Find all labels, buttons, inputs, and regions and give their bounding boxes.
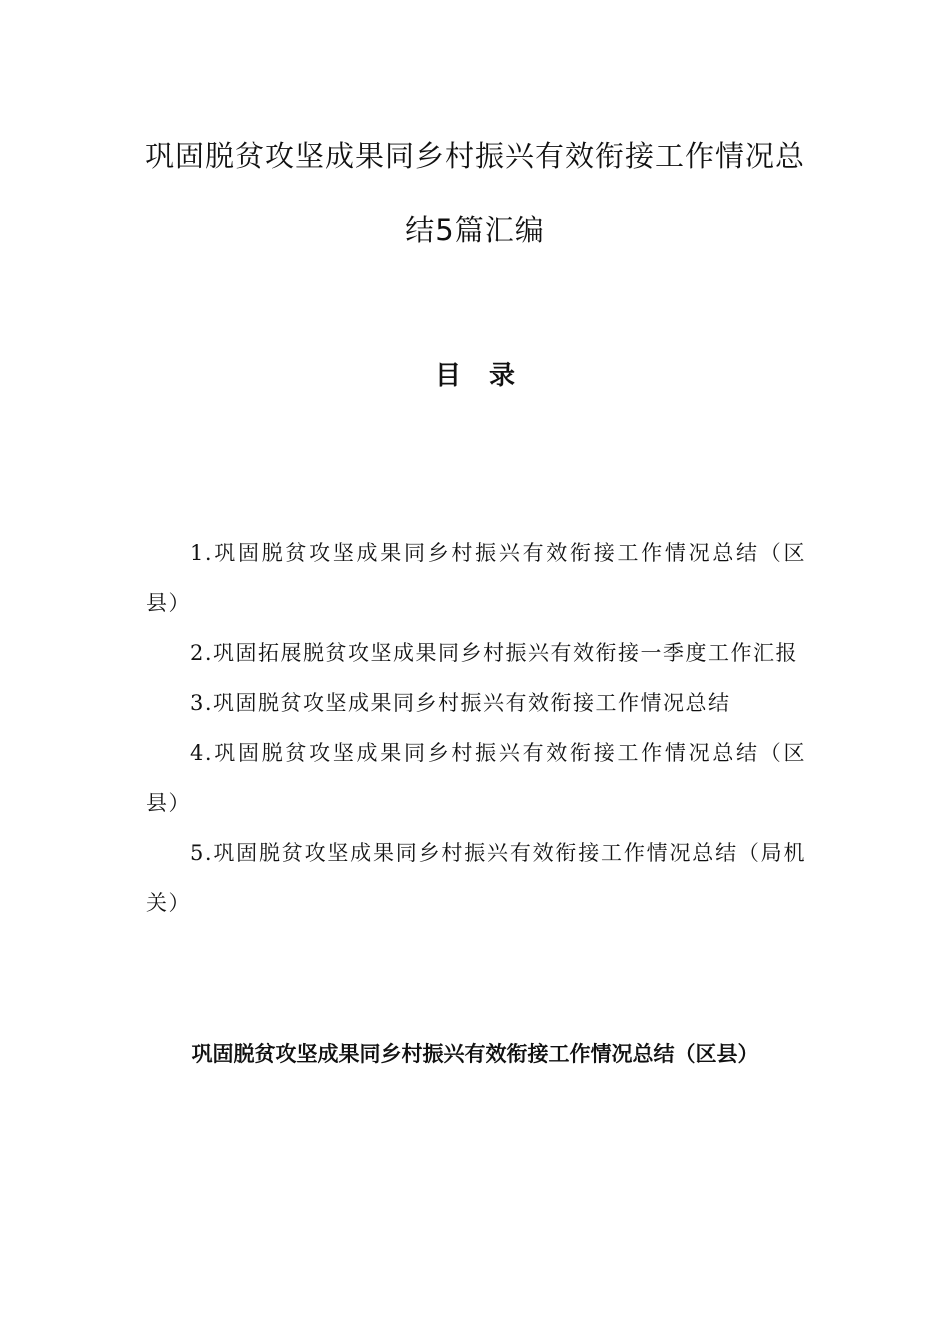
toc-list <box>146 528 806 928</box>
toc-heading: 目录 <box>434 361 543 391</box>
toc-item-5[interactable]: 5.巩固脱贫攻坚成果同乡村振兴有效衔接工作情况总结（局机关） <box>146 841 806 915</box>
section-heading: 巩固脱贫攻坚成果同乡村振兴有效衔接工作情况总结（区县） <box>191 1042 759 1066</box>
toc-item-3[interactable]: 3.巩固脱贫攻坚成果同乡村振兴有效衔接工作情况总结 <box>190 691 731 715</box>
toc-item-2[interactable]: 2.巩固拓展脱贫攻坚成果同乡村振兴有效衔接一季度工作汇报 <box>190 641 799 665</box>
document-title-line-1: 巩固脱贫攻坚成果同乡村振兴有效衔接工作情况总 <box>144 139 805 173</box>
toc-item-1[interactable]: 1.巩固脱贫攻坚成果同乡村振兴有效衔接工作情况总结（区县） <box>146 541 806 615</box>
document-title-line-2: 结5篇汇编 <box>405 213 545 247</box>
toc-item-4[interactable]: 4.巩固脱贫攻坚成果同乡村振兴有效衔接工作情况总结（区县） <box>146 741 806 815</box>
